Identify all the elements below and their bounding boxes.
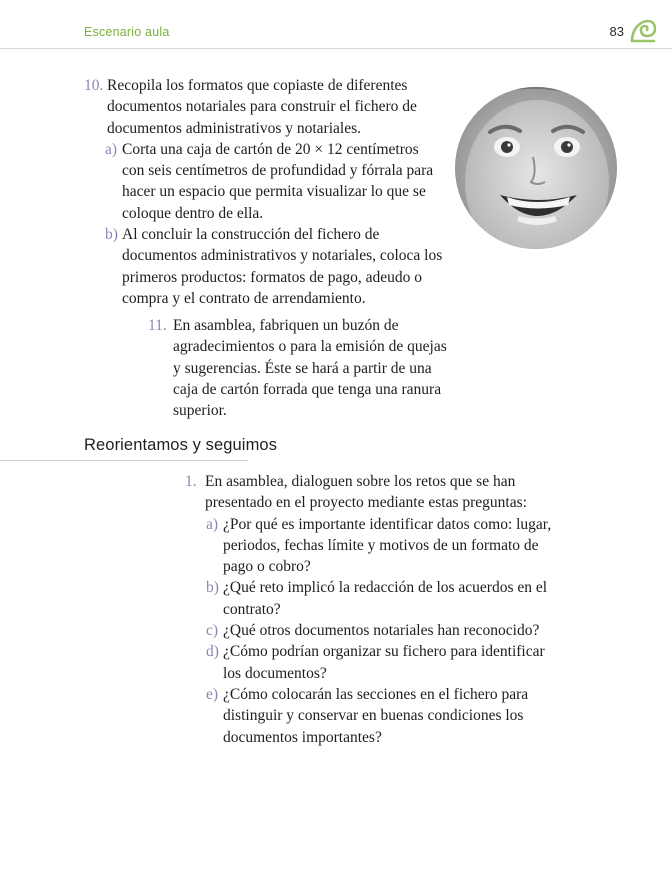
header-divider (0, 48, 672, 49)
question-text: ¿Cómo colocarán las secciones en el fichero para distinguir y conservar en buenas condiciones los documentos importantes? (223, 685, 529, 746)
question-letter: e) (206, 685, 219, 703)
subitem-text: Corta una caja de cartón de 20 × 12 centímetros con seis centímetros de profundidad y fórrala para hacer un espacio que permita visualizar lo que se coloque dentro de ella. (122, 140, 434, 222)
item-text: En asamblea, dialoguen sobre los retos que se han presentado en el proyecto mediante estas preguntas: (205, 473, 527, 512)
question-letter: c) (206, 622, 219, 640)
question-text: ¿Por qué es importante identificar datos como: lugar, periodos, fechas límite y motivos de un formato de pago o cobro? (223, 515, 552, 576)
activity-item-11 (148, 315, 458, 421)
item-text: En asamblea, fabriquen un buzón de agradecimientos o para la emisión de quejas y sugerencias. Éste se hará a partir de una caja de cartón forrada que tenga una ranura superior. (173, 317, 447, 420)
question-letter: d) (206, 643, 219, 661)
activity-item-1 (185, 471, 560, 748)
item-text: Recopila los formatos que copiaste de diferentes documentos notariales para construir el fichero de documentos administrativos y notariales. (107, 77, 417, 137)
subitem-letter: b) (105, 226, 118, 244)
question-text: ¿Qué otros documentos notariales han reconocido? (223, 622, 540, 640)
question-letter: b) (206, 579, 219, 597)
snail-logo-icon (630, 19, 656, 43)
section-divider (0, 460, 248, 461)
item-number: 1. (185, 473, 197, 490)
question-text: ¿Cómo podrían organizar su fichero para identificar los documentos? (223, 643, 545, 682)
header-section-label: Escenario aula (84, 25, 170, 39)
item-number: 11. (148, 317, 167, 334)
section-heading: Reorientamos y seguimos (84, 436, 278, 454)
page-number: 83 (609, 24, 624, 39)
subitem-letter: a) (105, 140, 118, 158)
activity-item-10 (84, 75, 444, 309)
question-text: ¿Qué reto implicó la redacción de los acuerdos en el contrato? (223, 579, 548, 618)
subitem-text: Al concluir la construcción del fichero de documentos administrativos y notariales, coloca los primeros productos: formatos de pago, adeudo o compra y el contrato de arrendamiento. (122, 226, 443, 307)
child-portrait-image (455, 87, 617, 249)
item-number: 10. (84, 77, 104, 94)
question-letter: a) (206, 515, 219, 533)
